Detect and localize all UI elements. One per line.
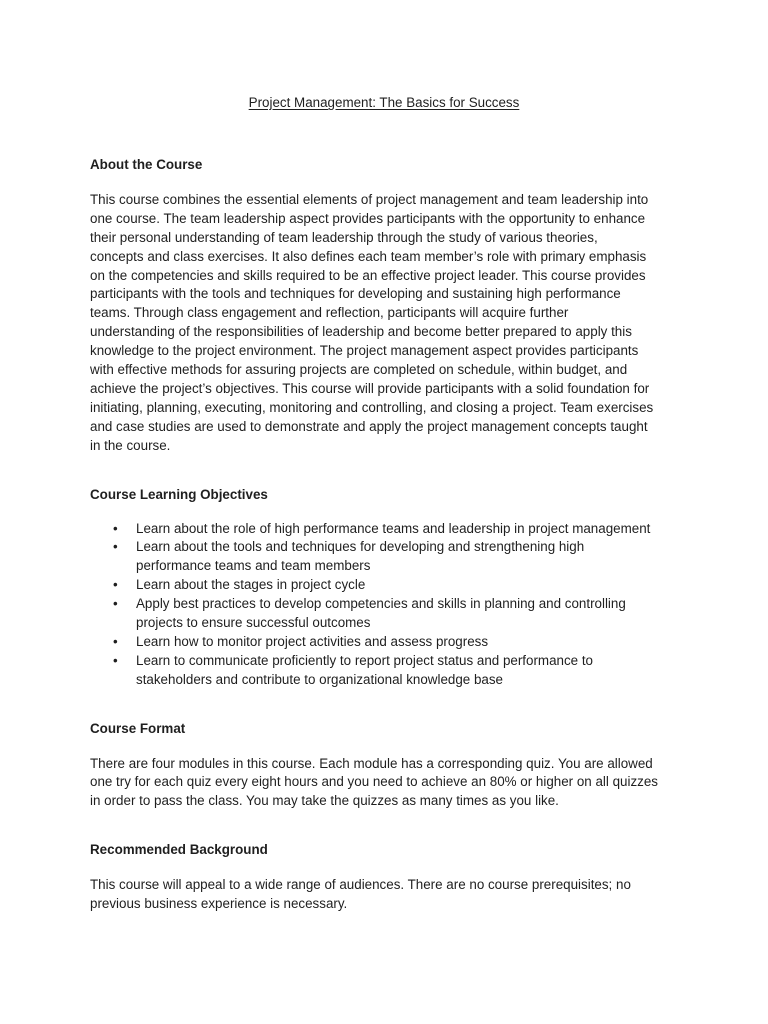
section-heading-format: Course Format	[90, 720, 186, 736]
bullet-marker: •	[113, 520, 118, 536]
list-item-text: Apply best practices to develop competencies and skills in planning and controlling	[136, 596, 626, 612]
page-title: Project Management: The Basics for Success	[248, 95, 520, 110]
text-line: There are four modules in this course. Each module has a corresponding quiz. You are allowed	[90, 755, 653, 771]
section-background	[90, 841, 690, 914]
list-item-text: Learn about the stages in project cycle	[136, 577, 366, 593]
text-line: in the course.	[90, 437, 171, 453]
section-spacer	[90, 456, 690, 486]
section-heading-background: Recommended Background	[90, 842, 268, 858]
section-spacer	[90, 811, 690, 841]
section-about	[90, 156, 690, 456]
text-line: This course will appeal to a wide range of audiences. There are no course prerequisites; no	[90, 877, 631, 893]
list-item	[90, 576, 690, 595]
text-line: their personal understanding of team leadership through the study of various theories,	[90, 229, 598, 245]
text-line: one try for each quiz every eight hours and you need to achieve an 80% or higher on all quizzes	[90, 774, 658, 790]
text-line: participants with the tools and techniques for developing and sustaining high performance	[90, 286, 621, 302]
text-line: knowledge to the project environment. The project management aspect provides participants	[90, 343, 639, 359]
bullet-marker: •	[113, 652, 118, 668]
text-line: one course. The team leadership aspect provides participants with the opportunity to enhance	[90, 210, 646, 226]
list-item-text: Learn how to monitor project activities and assess progress	[136, 633, 489, 649]
text-line: achieve the project’s objectives. This course will provide participants with a solid foundation for	[90, 380, 650, 396]
list-item	[90, 652, 690, 690]
list-item-text: Learn about the tools and techniques for developing and strengthening high	[136, 539, 585, 555]
section-spacer	[90, 690, 690, 720]
list-item	[90, 633, 690, 652]
bullet-marker: •	[113, 633, 118, 649]
background-paragraph	[90, 876, 690, 914]
about-paragraph	[90, 191, 690, 456]
format-paragraph	[90, 755, 690, 812]
document-body	[90, 156, 690, 914]
section-objectives	[90, 486, 690, 690]
list-item	[90, 538, 690, 576]
bullet-marker: •	[113, 596, 118, 612]
section-heading-about: About the Course	[90, 157, 203, 172]
text-line: in order to pass the class. You may take the quizzes as many times as you like.	[90, 793, 559, 809]
list-item-text: Learn about the role of high performance teams and leadership in project management	[136, 520, 651, 536]
list-item	[90, 520, 690, 539]
section-format	[90, 720, 690, 812]
bullet-marker: •	[113, 539, 118, 555]
objectives-list	[90, 520, 690, 690]
list-item-text: stakeholders and contribute to organizational knowledge base	[136, 671, 504, 687]
list-item-text: projects to ensure successful outcomes	[136, 615, 371, 631]
list-item	[90, 595, 690, 633]
text-line: with effective methods for assuring projects are completed on schedule, within budget, and	[90, 362, 628, 378]
text-line: teams. Through class engagement and reflection, participants will acquire further	[90, 305, 569, 321]
bullet-marker: •	[113, 577, 118, 593]
text-line: and case studies are used to demonstrate and apply the project management concepts taught	[90, 418, 648, 434]
list-item-text: performance teams and team members	[136, 558, 371, 574]
text-line: previous business experience is necessary.	[90, 896, 348, 912]
text-line: initiating, planning, executing, monitoring and controlling, and closing a project. Team exercises	[90, 399, 654, 415]
list-item-text: Learn to communicate proficiently to report project status and performance to	[136, 652, 594, 668]
text-line: concepts and class exercises. It also defines each team member’s role with primary emphasis	[90, 248, 647, 264]
text-line: on the competencies and skills required to be an effective project leader. This course provides	[90, 267, 646, 283]
text-line: This course combines the essential elements of project management and team leadership into	[90, 191, 649, 207]
section-heading-objectives: Course Learning Objectives	[90, 486, 268, 502]
text-line: understanding of the responsibilities of leadership and become better prepared to apply this	[90, 324, 632, 340]
